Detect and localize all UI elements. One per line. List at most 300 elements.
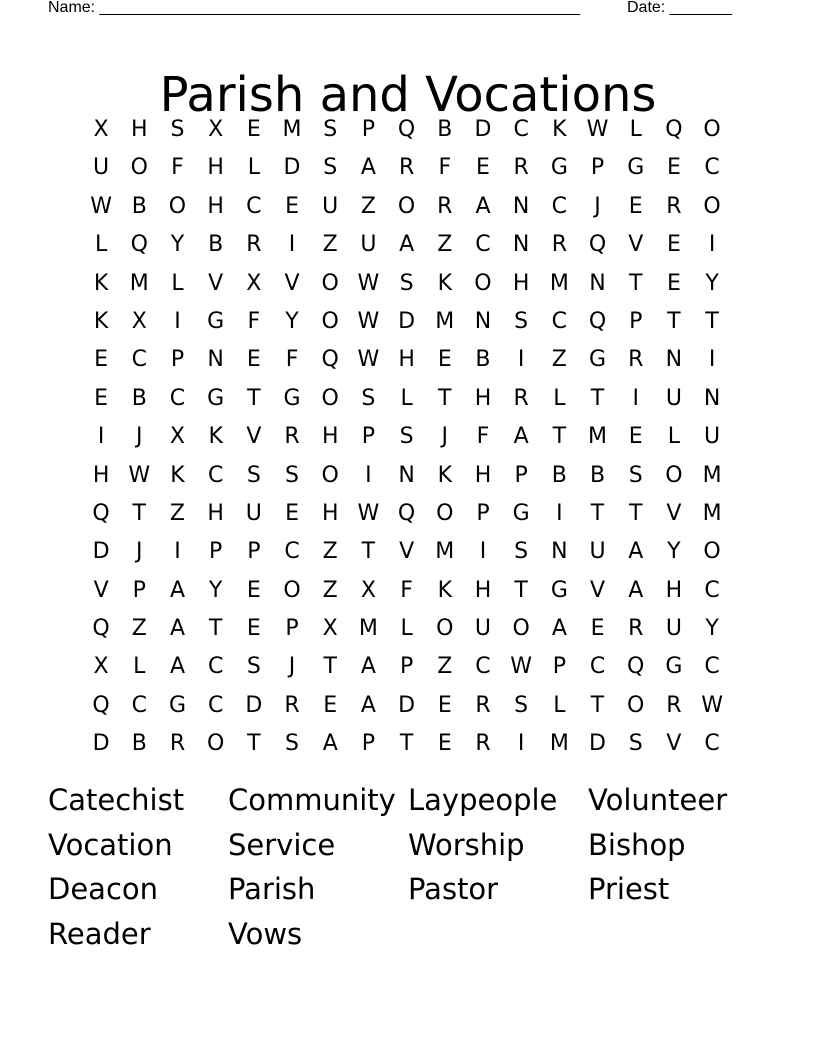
grid-letter[interactable]: E [666, 232, 681, 258]
grid-letter[interactable]: P [132, 577, 146, 603]
grid-letter[interactable]: O [436, 616, 454, 642]
grid-letter[interactable]: W [586, 117, 609, 142]
grid-letter[interactable]: S [514, 539, 529, 565]
grid-letter[interactable]: I [708, 232, 716, 258]
grid-letter[interactable]: K [437, 270, 452, 296]
grid-letter[interactable]: A [399, 232, 415, 258]
grid-letter[interactable]: K [93, 270, 109, 296]
grid-letter[interactable]: V [399, 539, 415, 565]
grid-letter[interactable]: B [437, 117, 453, 142]
grid-letter[interactable]: G [168, 692, 186, 718]
grid-letter[interactable]: N [398, 462, 415, 488]
grid-letter[interactable]: T [628, 500, 643, 526]
grid-letter[interactable]: R [398, 155, 415, 181]
grid-letter[interactable]: F [400, 577, 413, 603]
grid-letter[interactable]: X [246, 270, 262, 296]
grid-letter[interactable]: J [136, 424, 143, 450]
grid-letter[interactable]: R [666, 193, 682, 219]
grid-letter[interactable]: X [208, 117, 224, 142]
grid-letter[interactable]: O [397, 193, 416, 219]
grid-letter[interactable]: A [360, 692, 376, 718]
grid-letter[interactable]: V [284, 270, 300, 296]
grid-letter[interactable]: I [174, 308, 181, 334]
grid-letter[interactable]: S [323, 117, 338, 142]
grid-letter[interactable]: V [666, 731, 682, 757]
grid-letter[interactable]: O [130, 155, 148, 181]
grid-letter[interactable]: S [361, 385, 376, 411]
grid-letter[interactable]: Y [705, 616, 719, 642]
grid-letter[interactable]: L [247, 155, 260, 181]
grid-letter[interactable]: U [474, 616, 492, 642]
grid-letter[interactable]: H [398, 347, 415, 373]
grid-letter[interactable]: M [129, 270, 149, 296]
grid-letter[interactable]: R [666, 692, 682, 718]
grid-letter[interactable]: R [628, 616, 644, 642]
grid-letter[interactable]: H [474, 385, 492, 411]
grid-letter[interactable]: C [704, 731, 720, 757]
grid-letter[interactable]: V [208, 270, 224, 296]
grid-letter[interactable]: S [285, 731, 300, 757]
grid-letter[interactable]: B [551, 462, 567, 488]
grid-letter[interactable]: O [321, 270, 339, 296]
grid-letter[interactable]: E [437, 731, 452, 757]
grid-letter[interactable]: Z [437, 232, 453, 258]
grid-letter[interactable]: S [628, 462, 643, 488]
date-field[interactable]: Date: _______ [627, 0, 732, 16]
grid-letter[interactable]: L [553, 385, 566, 411]
grid-letter[interactable]: O [703, 539, 721, 565]
grid-letter[interactable]: O [627, 692, 645, 718]
grid-letter[interactable]: C [169, 385, 186, 411]
grid-letter[interactable]: B [131, 385, 147, 411]
grid-letter[interactable]: O [206, 731, 225, 757]
grid-letter[interactable]: S [399, 270, 414, 296]
grid-letter[interactable]: K [437, 577, 452, 603]
grid-letter[interactable]: Z [131, 616, 147, 642]
grid-letter[interactable]: L [171, 270, 184, 296]
grid-letter[interactable]: P [209, 539, 223, 565]
grid-letter[interactable]: B [131, 731, 147, 757]
grid-letter[interactable]: I [517, 347, 525, 373]
grid-letter[interactable]: L [667, 424, 681, 450]
grid-letter[interactable]: Q [397, 500, 416, 526]
grid-letter[interactable]: P [247, 539, 261, 565]
grid-letter[interactable]: A [628, 539, 644, 565]
grid-letter[interactable]: I [174, 539, 181, 565]
grid-letter[interactable]: X [93, 117, 109, 142]
grid-letter[interactable]: S [285, 462, 300, 488]
grid-letter[interactable]: Y [285, 308, 299, 334]
grid-letter[interactable]: E [323, 692, 338, 718]
grid-letter[interactable]: E [590, 616, 605, 642]
grid-letter[interactable]: X [93, 654, 109, 680]
grid-letter[interactable]: K [208, 424, 223, 450]
grid-letter[interactable]: W [357, 270, 380, 296]
grid-letter[interactable]: Q [397, 117, 416, 142]
grid-letter[interactable]: H [321, 500, 339, 526]
word-bank-item: Worship [408, 827, 525, 862]
grid-letter[interactable]: Z [360, 193, 376, 219]
grid-letter[interactable]: U [245, 500, 262, 526]
grid-letter[interactable]: C [475, 232, 491, 258]
grid-letter[interactable]: N [512, 232, 530, 258]
grid-letter[interactable]: P [361, 424, 376, 450]
grid-letter[interactable]: M [549, 270, 569, 296]
grid-letter[interactable]: S [628, 731, 643, 757]
grid-letter[interactable]: B [131, 193, 147, 219]
grid-letter[interactable]: T [590, 692, 605, 718]
grid-letter[interactable]: X [322, 616, 338, 642]
grid-letter[interactable]: V [666, 500, 682, 526]
grid-letter[interactable]: D [92, 731, 110, 757]
grid-letter[interactable]: C [284, 539, 300, 565]
grid-letter[interactable]: T [399, 731, 414, 757]
grid-letter[interactable]: U [322, 193, 339, 219]
grid-letter[interactable]: K [552, 117, 567, 142]
grid-letter[interactable]: S [399, 424, 414, 450]
grid-letter[interactable]: H [92, 462, 110, 488]
grid-letter[interactable]: C [589, 654, 606, 680]
grid-letter[interactable]: O [512, 616, 530, 642]
grid-letter[interactable]: O [665, 462, 683, 488]
grid-letter[interactable]: D [398, 692, 416, 718]
grid-letter[interactable]: E [285, 500, 299, 526]
grid-letter[interactable]: M [702, 500, 722, 526]
grid-letter[interactable]: T [247, 731, 261, 757]
grid-letter[interactable]: G [512, 500, 530, 526]
grid-letter[interactable]: U [665, 385, 682, 411]
grid-letter[interactable]: H [665, 577, 683, 603]
grid-letter[interactable]: T [590, 385, 605, 411]
word-bank-item: Deacon [48, 872, 159, 907]
grid-letter[interactable]: G [627, 155, 645, 181]
grid-letter[interactable]: J [288, 654, 296, 680]
word-bank-item: Volunteer [588, 783, 728, 817]
grid-letter[interactable]: M [282, 117, 302, 142]
grid-letter[interactable]: T [552, 424, 567, 450]
grid-letter[interactable]: I [708, 347, 716, 373]
grid-letter[interactable]: L [400, 616, 413, 642]
grid-letter[interactable]: U [704, 424, 721, 450]
word-bank-item: Pastor [408, 872, 499, 907]
grid-letter[interactable]: M [549, 731, 569, 757]
grid-letter[interactable]: J [136, 539, 143, 565]
grid-letter[interactable]: D [283, 155, 301, 181]
grid-letter[interactable]: Z [322, 232, 338, 258]
grid-letter[interactable]: F [476, 424, 490, 450]
grid-letter[interactable]: I [365, 462, 372, 488]
grid-letter[interactable]: D [474, 117, 492, 142]
grid-letter[interactable]: O [321, 308, 339, 334]
grid-letter[interactable]: Q [130, 232, 148, 258]
grid-letter[interactable]: W [357, 308, 380, 334]
grid-letter[interactable]: A [360, 654, 376, 680]
grid-letter[interactable]: P [590, 155, 605, 181]
grid-letter[interactable]: T [438, 385, 452, 411]
grid-letter[interactable]: S [323, 155, 338, 181]
grid-letter[interactable]: H [474, 577, 492, 603]
grid-letter[interactable]: E [285, 193, 299, 219]
grid-letter[interactable]: Q [92, 500, 110, 526]
grid-letter[interactable]: L [133, 654, 146, 680]
grid-letter[interactable]: X [360, 577, 376, 603]
grid-letter[interactable]: Z [322, 539, 338, 565]
grid-letter[interactable]: R [437, 193, 453, 219]
grid-letter[interactable]: M [435, 308, 455, 334]
grid-letter[interactable]: J [594, 193, 601, 219]
grid-letter[interactable]: L [629, 117, 642, 142]
grid-letter[interactable]: N [207, 347, 224, 373]
grid-letter[interactable]: E [628, 193, 643, 219]
grid-letter[interactable]: I [517, 731, 525, 757]
grid-letter[interactable]: R [169, 731, 186, 757]
grid-letter[interactable]: Q [588, 308, 607, 334]
grid-letter[interactable]: T [132, 500, 146, 526]
grid-letter[interactable]: P [629, 308, 643, 334]
grid-letter[interactable]: F [438, 155, 452, 181]
grid-letter[interactable]: T [628, 270, 643, 296]
grid-letter[interactable]: U [93, 155, 110, 181]
grid-letter[interactable]: W [357, 500, 380, 526]
grid-letter[interactable]: N [589, 270, 606, 296]
grid-letter[interactable]: D [245, 692, 263, 718]
grid-letter[interactable]: Q [588, 232, 607, 258]
grid-letter[interactable]: O [283, 577, 301, 603]
grid-letter[interactable]: R [475, 692, 491, 718]
grid-letter[interactable]: H [321, 424, 339, 450]
grid-letter[interactable]: S [246, 462, 261, 488]
grid-letter[interactable]: L [400, 385, 413, 411]
grid-letter[interactable]: I [97, 424, 105, 450]
grid-letter[interactable]: S [514, 308, 529, 334]
grid-letter[interactable]: N [665, 347, 683, 373]
grid-letter[interactable]: A [628, 577, 644, 603]
grid-letter[interactable]: N [551, 539, 568, 565]
grid-letter[interactable]: Z [551, 347, 567, 373]
grid-letter[interactable]: M [588, 424, 608, 450]
grid-letter[interactable]: P [476, 500, 490, 526]
grid-letter[interactable]: C [475, 654, 491, 680]
grid-letter[interactable]: N [703, 385, 721, 411]
grid-letter[interactable]: Z [437, 654, 453, 680]
grid-letter[interactable]: H [512, 270, 530, 296]
grid-letter[interactable]: F [171, 155, 184, 181]
grid-letter[interactable]: T [247, 385, 261, 411]
grid-letter[interactable]: E [628, 424, 643, 450]
grid-letter[interactable]: O [474, 270, 492, 296]
grid-letter[interactable]: A [322, 731, 338, 757]
grid-letter[interactable]: Q [92, 692, 110, 718]
grid-letter[interactable]: Q [321, 347, 339, 373]
grid-letter[interactable]: Q [92, 616, 110, 642]
grid-letter[interactable]: C [207, 462, 224, 488]
grid-letter[interactable]: E [246, 117, 261, 142]
grid-letter[interactable]: T [208, 616, 223, 642]
grid-letter[interactable]: P [361, 731, 376, 757]
grid-letter[interactable]: A [169, 654, 185, 680]
grid-letter[interactable]: E [666, 155, 681, 181]
grid-letter[interactable]: B [475, 347, 491, 373]
grid-letter[interactable]: W [357, 347, 380, 373]
grid-letter[interactable]: E [437, 692, 452, 718]
grid-letter[interactable]: L [94, 232, 108, 258]
grid-letter[interactable]: W [90, 193, 112, 219]
grid-letter[interactable]: T [590, 500, 605, 526]
grid-letter[interactable]: U [665, 616, 682, 642]
grid-letter[interactable]: O [321, 462, 339, 488]
grid-letter[interactable]: G [665, 654, 683, 680]
grid-letter[interactable]: T [667, 308, 681, 334]
grid-letter[interactable]: R [628, 347, 644, 373]
grid-letter[interactable]: E [94, 385, 109, 411]
grid-letter[interactable]: A [551, 616, 567, 642]
grid-letter[interactable]: H [474, 462, 492, 488]
word-bank [48, 778, 768, 957]
grid-letter[interactable]: I [556, 500, 563, 526]
grid-letter[interactable]: O [436, 500, 454, 526]
grid-letter[interactable]: H [207, 155, 224, 181]
grid-letter[interactable]: O [703, 117, 721, 142]
grid-letter[interactable]: X [169, 424, 185, 450]
grid-letter[interactable]: G [550, 155, 568, 181]
grid-letter[interactable]: G [550, 577, 568, 603]
grid-letter[interactable]: K [170, 462, 185, 488]
grid-letter[interactable]: Q [665, 117, 683, 142]
grid-letter[interactable]: C [513, 117, 529, 142]
grid-letter[interactable]: E [476, 155, 490, 181]
grid-letter[interactable]: P [399, 654, 414, 680]
grid-letter[interactable]: Y [170, 232, 185, 258]
grid-letter[interactable]: A [169, 616, 185, 642]
grid-letter[interactable]: E [246, 616, 261, 642]
grid-letter[interactable]: R [513, 155, 529, 181]
grid-letter[interactable]: S [246, 654, 261, 680]
grid-letter[interactable]: C [207, 654, 224, 680]
grid-letter[interactable]: B [208, 232, 224, 258]
grid-letter[interactable]: A [475, 193, 491, 219]
grid-letter[interactable]: Y [705, 270, 719, 296]
grid-letter[interactable]: A [513, 424, 529, 450]
grid-letter[interactable]: B [589, 462, 606, 488]
grid-letter[interactable]: R [551, 232, 567, 258]
grid-letter[interactable]: O [321, 385, 339, 411]
letter-grid [82, 111, 731, 764]
grid-letter[interactable]: C [246, 193, 262, 219]
grid-letter[interactable]: R [513, 385, 529, 411]
grid-letter[interactable]: W [128, 462, 151, 488]
grid-letter[interactable]: T [361, 539, 376, 565]
word-bank-item: Catechist [48, 783, 185, 817]
grid-letter[interactable]: P [285, 616, 299, 642]
grid-letter[interactable]: E [666, 270, 681, 296]
grid-letter[interactable]: L [553, 692, 566, 718]
grid-letter[interactable]: E [246, 577, 261, 603]
grid-letter[interactable]: R [246, 232, 262, 258]
grid-letter[interactable]: P [514, 462, 528, 488]
grid-letter[interactable]: X [131, 308, 147, 334]
grid-letter[interactable]: Q [627, 654, 645, 680]
grid-letter[interactable]: R [284, 424, 300, 450]
grid-letter[interactable]: A [360, 155, 376, 181]
grid-letter[interactable]: H [207, 193, 224, 219]
grid-letter[interactable]: C [551, 193, 568, 219]
grid-letter[interactable]: C [131, 347, 147, 373]
grid-letter[interactable]: O [168, 193, 187, 219]
grid-letter[interactable]: Y [208, 577, 223, 603]
grid-letter[interactable]: M [435, 539, 455, 565]
grid-letter[interactable]: K [93, 308, 109, 334]
grid-letter[interactable]: C [704, 654, 720, 680]
grid-letter[interactable]: I [479, 539, 487, 565]
grid-letter[interactable]: V [93, 577, 109, 603]
grid-letter[interactable]: C [131, 692, 147, 718]
grid-letter[interactable]: C [704, 577, 720, 603]
grid-letter[interactable]: K [437, 462, 452, 488]
grid-letter[interactable]: C [207, 692, 224, 718]
grid-letter[interactable]: E [437, 347, 452, 373]
grid-letter[interactable]: P [170, 347, 185, 373]
grid-letter[interactable]: G [589, 347, 607, 373]
grid-letter[interactable]: U [589, 539, 606, 565]
grid-letter[interactable]: W [510, 654, 533, 680]
grid-letter[interactable]: G [207, 308, 225, 334]
grid-letter[interactable]: H [207, 500, 224, 526]
grid-letter[interactable]: M [702, 462, 722, 488]
grid-letter[interactable]: O [703, 193, 721, 219]
grid-letter[interactable]: P [552, 654, 566, 680]
grid-letter[interactable]: Z [169, 500, 185, 526]
grid-letter[interactable]: R [284, 692, 300, 718]
grid-letter[interactable]: J [441, 424, 449, 450]
grid-letter[interactable]: I [288, 232, 296, 258]
word-bank-item: Vocation [48, 827, 173, 862]
name-field[interactable]: Name: ______________________________________________________ [48, 0, 581, 16]
grid-letter[interactable]: D [589, 731, 606, 757]
grid-letter[interactable]: E [246, 347, 261, 373]
grid-letter[interactable]: A [169, 577, 185, 603]
grid-letter[interactable]: W [701, 692, 723, 718]
grid-letter[interactable]: G [283, 385, 301, 411]
grid-letter[interactable]: Z [322, 577, 338, 603]
grid-letter[interactable]: R [475, 731, 491, 757]
grid-letter[interactable]: T [705, 308, 719, 334]
grid-letter[interactable]: G [207, 385, 225, 411]
grid-letter[interactable]: F [285, 347, 299, 373]
grid-letter[interactable]: D [92, 539, 110, 565]
grid-letter[interactable]: C [551, 308, 568, 334]
grid-letter[interactable]: N [474, 308, 492, 334]
grid-letter[interactable]: V [246, 424, 262, 450]
grid-letter[interactable]: H [131, 117, 148, 142]
grid-letter[interactable]: M [358, 616, 378, 642]
grid-letter[interactable]: D [398, 308, 416, 334]
grid-letter[interactable]: P [361, 117, 376, 142]
grid-letter[interactable]: C [704, 155, 720, 181]
grid-letter[interactable]: Y [667, 539, 681, 565]
grid-letter[interactable]: T [514, 577, 528, 603]
word-bank-item: Parish [228, 872, 316, 907]
grid-letter[interactable]: U [360, 232, 377, 258]
grid-letter[interactable]: N [512, 193, 530, 219]
grid-letter[interactable]: V [590, 577, 606, 603]
grid-letter[interactable]: S [170, 117, 185, 142]
grid-letter[interactable]: S [514, 692, 529, 718]
grid-letter[interactable]: I [632, 385, 639, 411]
grid-letter[interactable]: T [323, 654, 337, 680]
grid-letter[interactable]: V [628, 232, 644, 258]
grid-letter[interactable]: E [94, 347, 109, 373]
grid-letter[interactable]: F [247, 308, 261, 334]
